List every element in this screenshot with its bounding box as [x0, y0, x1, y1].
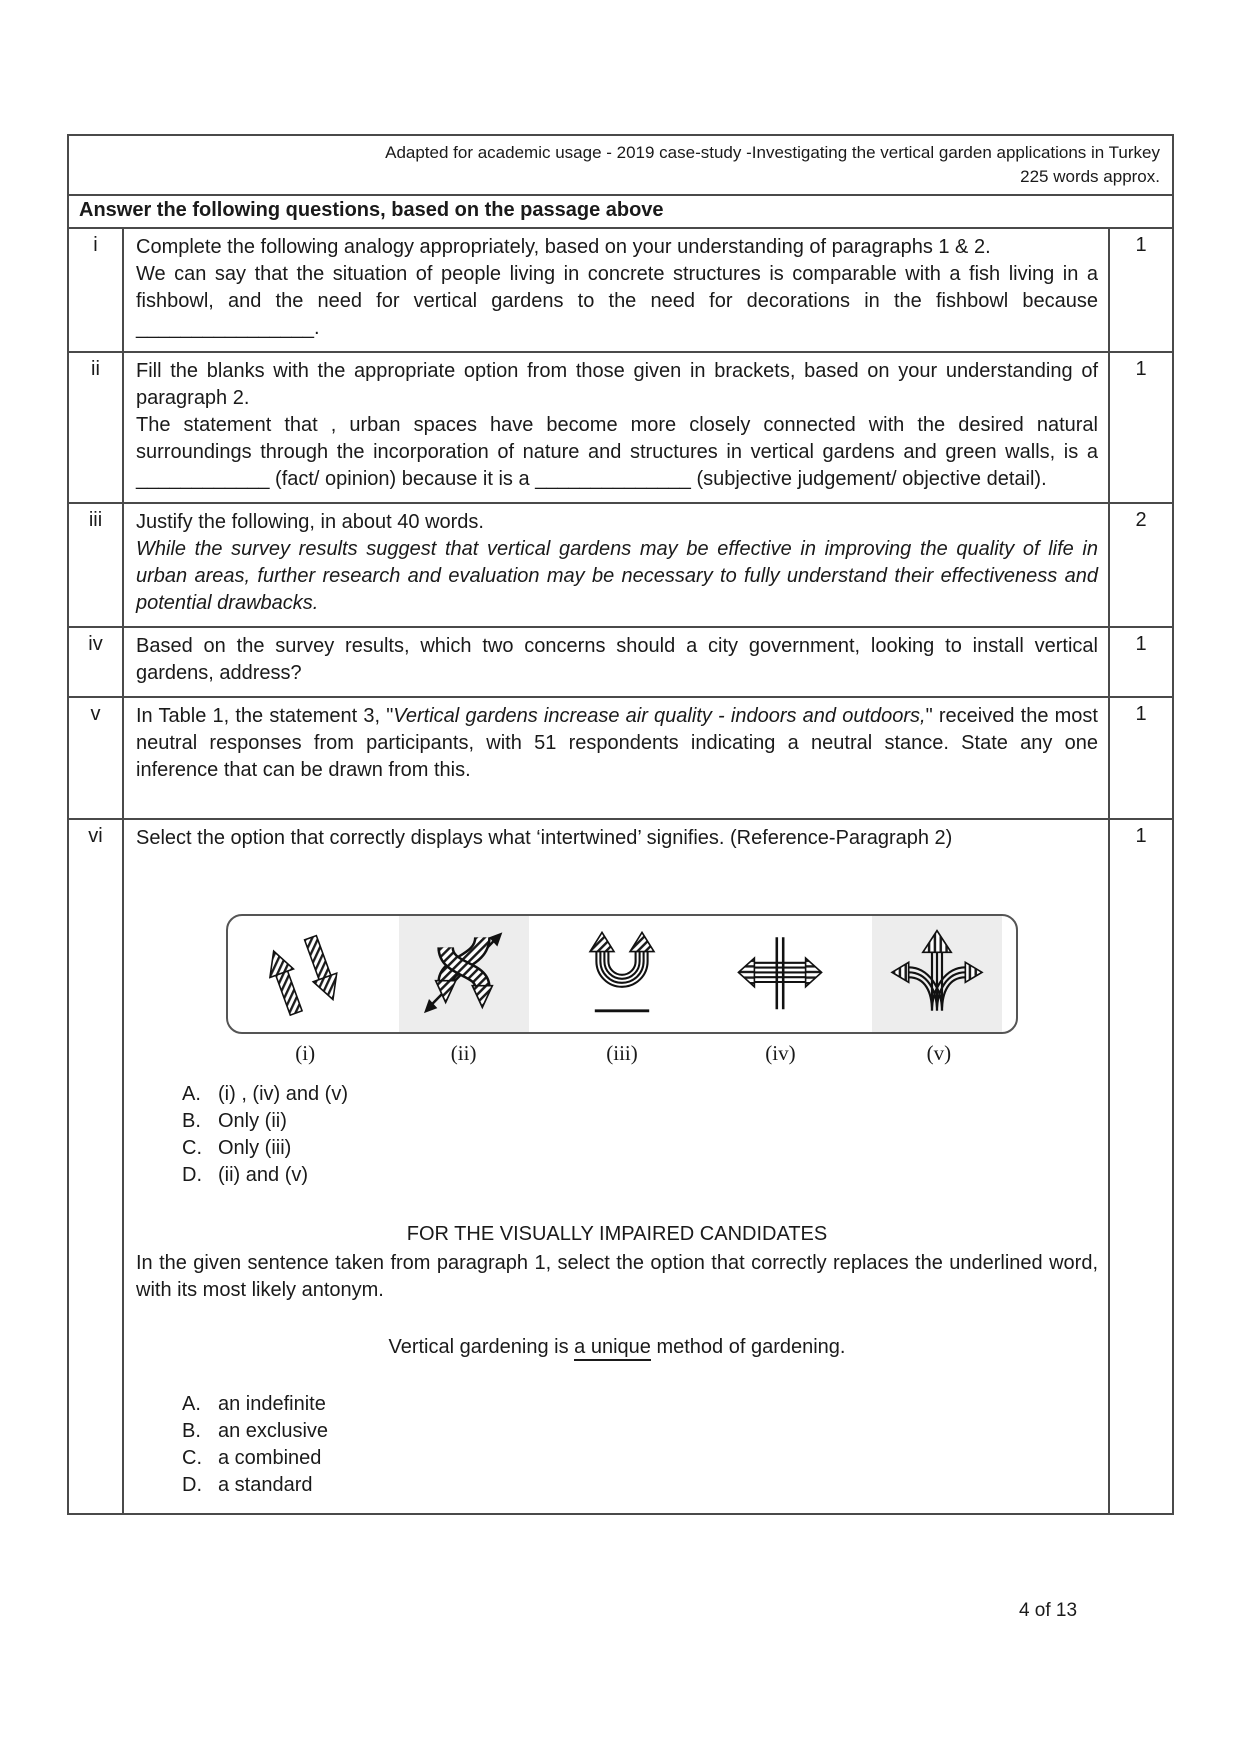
question-row-iii — [69, 502, 1172, 626]
option-text: (i) , (iv) and (v) — [218, 1083, 348, 1105]
question-row-i — [69, 227, 1172, 351]
marks-value: 1 — [1108, 353, 1172, 502]
question-table — [67, 134, 1174, 1515]
gray-tile — [872, 914, 1002, 1034]
question-row-vi — [69, 818, 1172, 1513]
option-text: a combined — [218, 1447, 322, 1469]
figure-label: (i) — [295, 1041, 316, 1065]
antonym-options — [182, 1391, 1098, 1499]
option-row — [182, 1472, 1098, 1499]
question-body: In Table 1, the statement 3, "Vertical gardens increase air quality - indoors and outdoors," received the most neutral responses from participants, with 51 respondents indicating a neutral stance. State any one inference that can be drawn from this. — [136, 705, 1098, 781]
option-row — [182, 1391, 1098, 1418]
question-number: vi — [69, 820, 124, 1513]
figure-labels — [226, 1040, 1018, 1067]
swap-arrows-icon — [260, 925, 354, 1023]
figure-label: (iii) — [606, 1041, 638, 1065]
question-number: iv — [69, 628, 124, 696]
option-text: (ii) and (v) — [218, 1164, 309, 1186]
question-number: v — [69, 698, 124, 818]
question-number: iii — [69, 504, 124, 626]
u-turn-double-arrow-icon — [574, 924, 670, 1024]
question-body: We can say that the situation of people living in concrete structures is comparable with a fish living in a fishbowl, and the need for vertical gardens to the need for decorations in the fishbowl because ________________. — [136, 263, 1098, 339]
option-letter: B. — [182, 1420, 201, 1442]
practice-sentence: Vertical gardening is a unique method of gardening. — [136, 1334, 1098, 1361]
option-letter: C. — [182, 1137, 202, 1159]
question-intro: Complete the following analogy appropriately, based on your understanding of paragraphs 1 & 2. — [136, 236, 991, 258]
question-number: i — [69, 229, 124, 351]
marks-value: 1 — [1108, 628, 1172, 696]
option-letter: D. — [182, 1474, 202, 1496]
option-letter: A. — [182, 1083, 201, 1105]
option-letter: D. — [182, 1164, 202, 1186]
question-intro: Fill the blanks with the appropriate option from those given in brackets, based on your understanding of paragraph 2. — [136, 360, 1098, 409]
option-row — [182, 1418, 1098, 1445]
option-text: a standard — [218, 1474, 313, 1496]
question-row-iv — [69, 626, 1172, 696]
mcq-options — [182, 1081, 1098, 1189]
option-text: Only (iii) — [218, 1137, 292, 1159]
question-body: Based on the survey results, which two concerns should a city government, looking to install vertical gardens, address? — [136, 635, 1098, 684]
option-row — [182, 1108, 1098, 1135]
option-row — [182, 1081, 1098, 1108]
instruction-row: Answer the following questions, based on the passage above — [69, 194, 1172, 227]
option-text: Only (ii) — [218, 1110, 287, 1132]
question-text — [124, 628, 1108, 696]
figure-label: (v) — [926, 1041, 952, 1065]
marks-value: 2 — [1108, 504, 1172, 626]
question-row-v — [69, 696, 1172, 818]
question-number: ii — [69, 353, 124, 502]
underlined-word: a unique — [574, 1336, 651, 1361]
question-text — [124, 504, 1108, 626]
question-prompt: Select the option that correctly displays what ‘intertwined’ signifies. (Reference-Paragraph 2) — [136, 827, 953, 849]
question-text — [124, 229, 1108, 351]
option-row — [182, 1162, 1098, 1189]
question-text — [124, 353, 1108, 502]
figure-cell-3 — [543, 916, 701, 1032]
branching-arrows-icon — [887, 923, 987, 1025]
option-letter: C. — [182, 1447, 202, 1469]
question-body: The statement that , urban spaces have become more closely connected with the desired natural surroundings through the incorporation of nature and structures in vertical gardens and green walls, is a ____________ (fact/ opinion) because it is a ______________ (subjective judgement/ objective detail). — [136, 414, 1098, 490]
figure-cell-2 — [386, 916, 544, 1032]
option-text: an indefinite — [218, 1393, 326, 1415]
question-row-ii — [69, 351, 1172, 502]
option-row — [182, 1135, 1098, 1162]
source-line: Adapted for academic usage - 2019 case-study -Investigating the vertical garden applications in Turkey — [385, 143, 1160, 162]
figure-cell-5 — [858, 916, 1016, 1032]
option-row — [182, 1445, 1098, 1472]
marks-value: 1 — [1108, 698, 1172, 818]
figure-cell-4 — [701, 916, 859, 1032]
gray-tile — [399, 914, 529, 1034]
figure-label: (ii) — [450, 1041, 477, 1065]
intertwined-arrows-icon — [414, 923, 514, 1025]
arrow-options-figure — [226, 914, 1018, 1034]
word-count: 225 words approx. — [1020, 167, 1160, 186]
option-letter: B. — [182, 1110, 201, 1132]
option-letter: A. — [182, 1393, 201, 1415]
question-intro: Justify the following, in about 40 words. — [136, 511, 484, 533]
visually-impaired-title: FOR THE VISUALLY IMPAIRED CANDIDATES — [406, 1223, 828, 1245]
figure-label: (iv) — [765, 1041, 796, 1065]
table-header — [69, 136, 1172, 194]
page-number: 4 of 13 — [1018, 1600, 1078, 1621]
marks-value: 1 — [1108, 820, 1172, 1513]
option-text: an exclusive — [218, 1420, 329, 1442]
marks-value: 1 — [1108, 229, 1172, 351]
question-text — [124, 820, 1108, 1513]
visually-impaired-instruction: In the given sentence taken from paragraph 1, select the option that correctly replaces the underlined word, with its most likely antonym. — [136, 1252, 1098, 1301]
figure-cell-1 — [228, 916, 386, 1032]
opposite-arrows-divider-icon — [732, 924, 828, 1024]
question-text — [124, 698, 1108, 818]
question-quote: While the survey results suggest that vertical gardens may be effective in improving the quality of life in urban areas, further research and evaluation may be necessary to fully understand their effectiveness and potential drawbacks. — [136, 538, 1098, 614]
